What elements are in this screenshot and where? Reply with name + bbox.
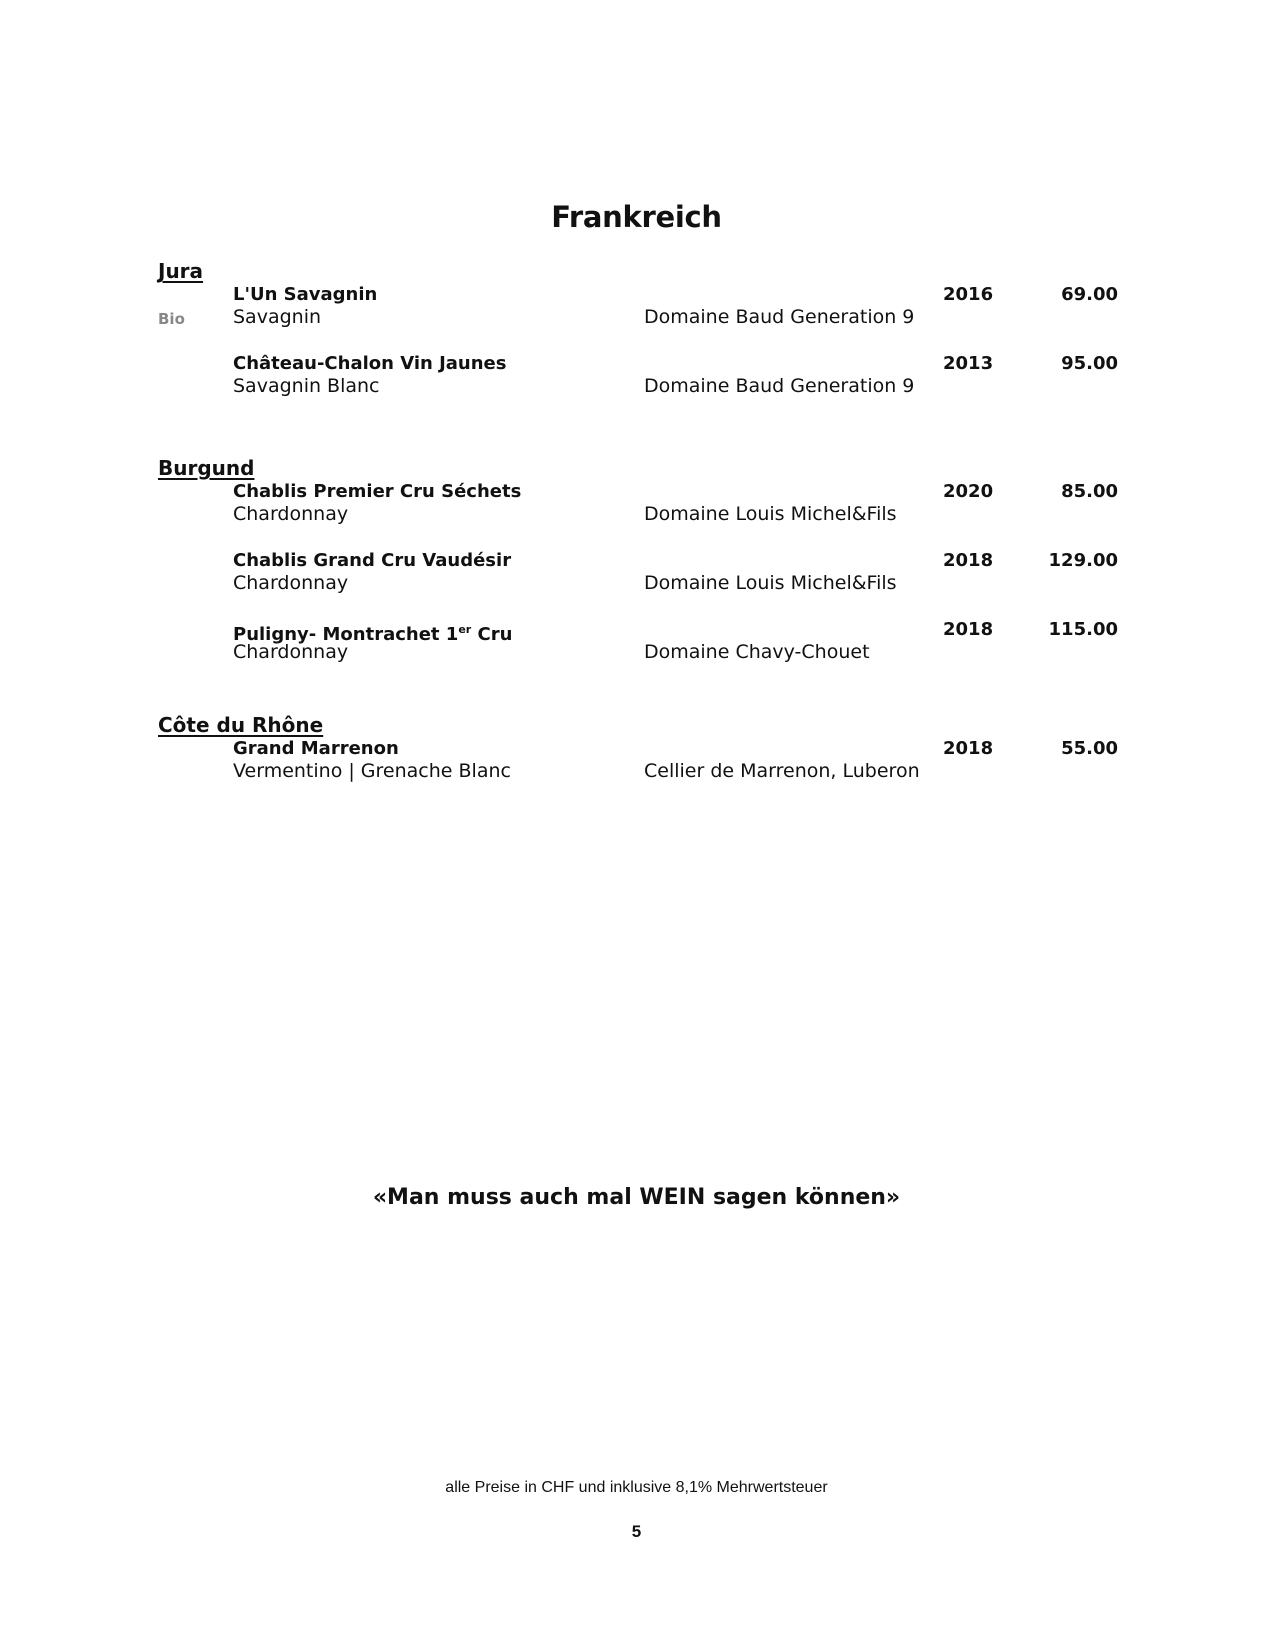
wine-entry [158, 737, 1118, 783]
wine-producer: Cellier de Marrenon, Luberon [644, 760, 920, 782]
wine-entry [158, 480, 1118, 526]
region-heading: Côte du Rhône [158, 713, 324, 737]
wine-name: Chablis Grand Cru Vaudésir [233, 550, 512, 571]
wine-grape: Chardonnay [233, 572, 349, 594]
region-cote-du-rhone [158, 713, 1118, 783]
region-heading: Jura [158, 259, 204, 283]
wine-grape: Savagnin [233, 306, 322, 328]
wine-grape: Savagnin Blanc [233, 375, 380, 397]
wine-grape: Chardonnay [233, 503, 349, 525]
wine-producer: Domaine Louis Michel&Fils [644, 572, 897, 594]
wine-entry [158, 618, 1118, 664]
wine-vintage: 2013 [943, 353, 994, 374]
wine-name: Grand Marrenon [233, 738, 399, 759]
wine-vintage: 2018 [943, 619, 994, 640]
wine-vintage: 2016 [943, 284, 994, 305]
wine-entry [158, 352, 1118, 398]
wine-producer: Domaine Baud Generation 9 [644, 306, 915, 328]
wine-entry [158, 549, 1118, 595]
motto-quote: «Man muss auch mal WEIN sagen können» [372, 1185, 901, 1210]
wine-vintage: 2020 [943, 481, 994, 502]
wine-producer: Domaine Baud Generation 9 [644, 375, 915, 397]
wine-vintage: 2018 [943, 738, 994, 759]
wine-name: L'Un Savagnin [233, 284, 378, 305]
wine-price: 95.00 [1061, 353, 1118, 374]
wine-grape: Chardonnay [233, 641, 349, 663]
wine-name: Château-Chalon Vin Jaunes [233, 353, 507, 374]
wine-price: 115.00 [1048, 619, 1118, 640]
organic-badge: Bio [158, 310, 185, 328]
page-title: Frankreich [551, 200, 722, 234]
region-burgund [158, 456, 1118, 664]
wine-price: 85.00 [1061, 481, 1118, 502]
wine-entry [158, 283, 1118, 329]
wine-price: 55.00 [1061, 738, 1118, 759]
region-heading: Burgund [158, 456, 255, 480]
wine-name-main: Puligny- Montrachet 1 [233, 624, 459, 645]
wine-vintage: 2018 [943, 550, 994, 571]
region-jura [158, 259, 1118, 398]
wine-name: Chablis Premier Cru Séchets [233, 481, 522, 502]
wine-price: 69.00 [1061, 284, 1118, 305]
price-footnote: alle Preise in CHF und inklusive 8,1% Mehrwertsteuer [445, 1479, 828, 1496]
wine-name-suffix: Cru [471, 624, 513, 645]
wine-name-superscript: er [458, 623, 472, 636]
page-number: 5 [631, 1522, 642, 1541]
wine-price: 129.00 [1048, 550, 1118, 571]
wine-producer: Domaine Louis Michel&Fils [644, 503, 897, 525]
wine-grape: Vermentino | Grenache Blanc [233, 760, 511, 782]
wine-producer: Domaine Chavy-Chouet [644, 641, 870, 663]
